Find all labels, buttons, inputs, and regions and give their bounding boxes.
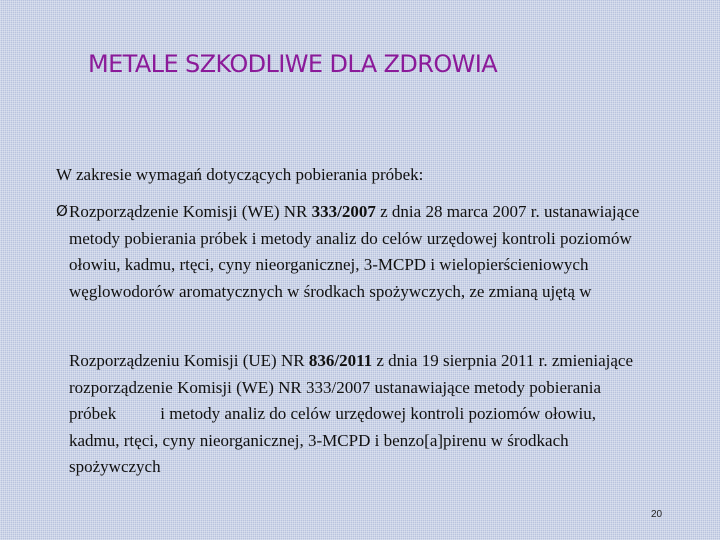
paragraph-line: metody pobierania próbek i metody analiz do celów urzędowej kontroli poziomów (69, 228, 632, 248)
regulation-number: 836/2011 (308, 351, 373, 370)
regulation-number: 333/2007 (311, 202, 376, 221)
paragraph-line (69, 401, 633, 428)
paragraph-line: kadmu, rtęci, cyny nieorganicznej, 3-MCPD i benzo[a]pirenu w środkach (69, 430, 569, 450)
text-span: próbek (69, 404, 117, 423)
arrow-bullet-icon: Ø (56, 202, 68, 220)
paragraph-line (69, 348, 633, 375)
text-span: z dnia 19 sierpnia 2011 r. zmieniające (372, 351, 634, 370)
paragraph-line: węglowodorów aromatycznych w środkach spożywczych, ze zmianą ujętą w (69, 281, 592, 301)
text-span: i metody analiz do celów urzędowej kontroli poziomów ołowiu, (160, 404, 596, 423)
paragraph-line: spożywczych (69, 457, 161, 476)
slide-title: METALE SZKODLIWE DLA ZDROWIA (88, 50, 498, 78)
paragraph-line: rozporządzenie Komisji (WE) NR 333/2007 ustanawiające metody pobierania (69, 377, 602, 397)
intro-text: W zakresie wymagań dotyczących pobierania próbek: (56, 165, 424, 184)
paragraph-line (69, 199, 639, 226)
text-span: Rozporządzenie Komisji (WE) NR (69, 202, 312, 221)
regulation-paragraph-2 (69, 348, 633, 481)
regulation-paragraph-1 (69, 199, 639, 305)
text-span: z dnia 28 marca 2007 r. ustanawiające (375, 202, 640, 221)
page-number: 20 (651, 509, 663, 520)
paragraph-line: ołowiu, kadmu, rtęci, cyny nieorganicznej, 3-MCPD i wielopierścieniowych (69, 255, 589, 274)
text-span: Rozporządzeniu Komisji (UE) NR (69, 351, 309, 370)
